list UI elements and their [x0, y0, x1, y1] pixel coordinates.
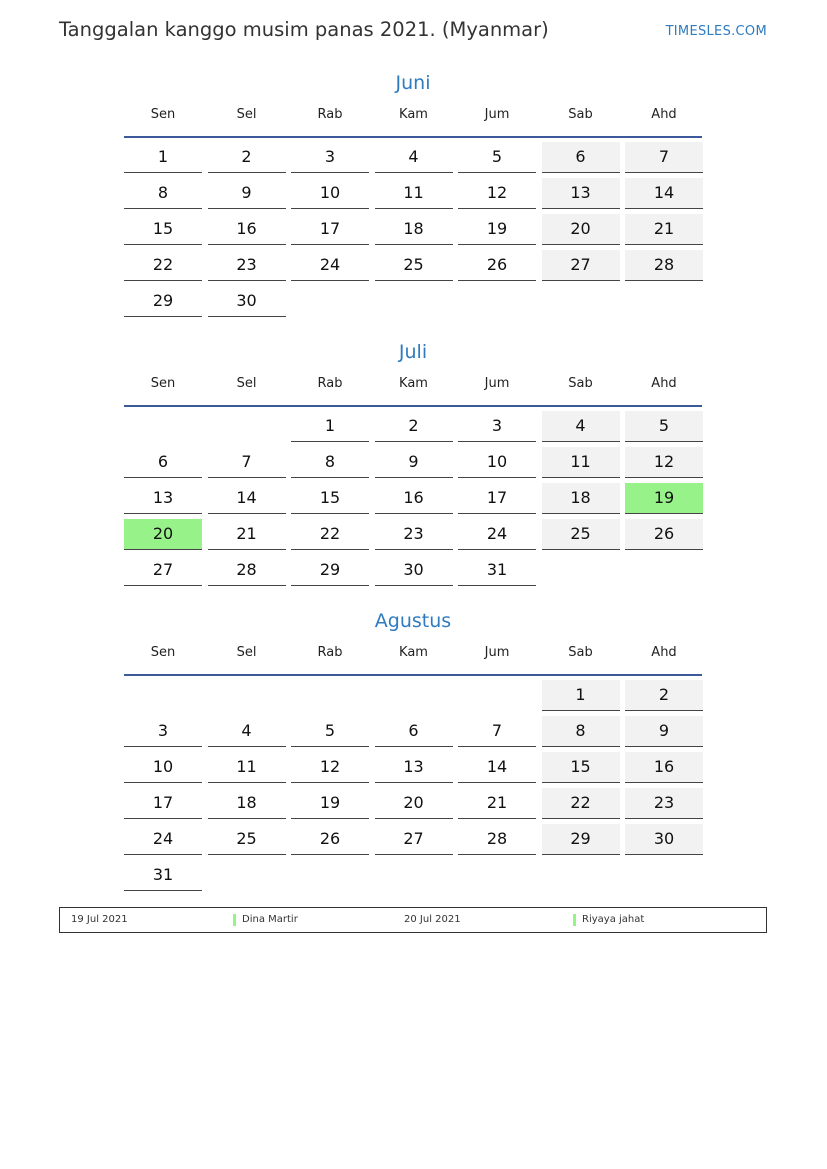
- day-cell[interactable]: 22: [291, 519, 369, 550]
- day-cell[interactable]: 5: [458, 142, 536, 173]
- day-cell[interactable]: 29: [291, 555, 369, 586]
- day-cell[interactable]: 7: [208, 447, 286, 478]
- day-cell[interactable]: 23: [375, 519, 453, 550]
- month-1: [124, 68, 702, 322]
- day-cell-holiday[interactable]: 20: [124, 519, 202, 550]
- day-cell[interactable]: 5: [291, 716, 369, 747]
- day-cell[interactable]: 29: [124, 286, 202, 317]
- day-cell[interactable]: 10: [124, 752, 202, 783]
- day-cell[interactable]: 24: [291, 250, 369, 281]
- day-grid: [124, 411, 702, 591]
- day-cell[interactable]: 13: [542, 178, 620, 209]
- day-cell[interactable]: 25: [375, 250, 453, 281]
- weekday-label: Jum: [484, 107, 510, 122]
- weekday-label: Sen: [150, 645, 176, 660]
- day-cell[interactable]: 28: [208, 555, 286, 586]
- day-cell[interactable]: 4: [375, 142, 453, 173]
- day-cell[interactable]: 21: [208, 519, 286, 550]
- day-cell[interactable]: 24: [458, 519, 536, 550]
- day-cell[interactable]: 29: [542, 824, 620, 855]
- weekday-label: Sel: [236, 645, 257, 660]
- weekday-label: Jum: [484, 376, 510, 391]
- legend-date: 20 Jul 2021: [404, 914, 461, 925]
- weekday-label: Sab: [568, 107, 593, 122]
- day-cell[interactable]: 15: [291, 483, 369, 514]
- weekday-label: Rab: [317, 107, 343, 122]
- day-cell[interactable]: 26: [291, 824, 369, 855]
- day-cell[interactable]: 25: [542, 519, 620, 550]
- day-cell[interactable]: 11: [375, 178, 453, 209]
- day-cell[interactable]: 6: [542, 142, 620, 173]
- day-cell[interactable]: 19: [291, 788, 369, 819]
- day-cell-holiday[interactable]: 19: [625, 483, 703, 514]
- day-cell[interactable]: 27: [124, 555, 202, 586]
- month-name: Agustus: [374, 610, 452, 632]
- day-cell[interactable]: 30: [375, 555, 453, 586]
- day-cell[interactable]: 14: [208, 483, 286, 514]
- day-cell[interactable]: 27: [375, 824, 453, 855]
- weekday-header: [124, 102, 702, 138]
- brand-logo-text[interactable]: TIMESLES.COM: [665, 24, 767, 39]
- day-cell[interactable]: 16: [375, 483, 453, 514]
- day-cell[interactable]: 20: [375, 788, 453, 819]
- day-grid: [124, 142, 702, 322]
- day-cell[interactable]: 16: [625, 752, 703, 783]
- day-cell[interactable]: 31: [458, 555, 536, 586]
- weekday-label: Rab: [317, 376, 343, 391]
- day-cell[interactable]: 25: [208, 824, 286, 855]
- day-cell[interactable]: 16: [208, 214, 286, 245]
- page-title: Tanggalan kanggo musim panas 2021. (Myanmar): [59, 18, 549, 41]
- day-cell[interactable]: 17: [291, 214, 369, 245]
- weekday-label: Jum: [484, 645, 510, 660]
- day-cell[interactable]: 23: [208, 250, 286, 281]
- day-cell[interactable]: 9: [375, 447, 453, 478]
- day-cell[interactable]: 6: [124, 447, 202, 478]
- weekday-label: Sen: [150, 376, 176, 391]
- day-cell[interactable]: 9: [208, 178, 286, 209]
- holiday-legend: [59, 907, 767, 933]
- weekday-label: Ahd: [651, 107, 677, 122]
- legend-holiday-name: Riyaya jahat: [573, 914, 644, 926]
- day-cell[interactable]: 1: [291, 411, 369, 442]
- day-cell[interactable]: 8: [124, 178, 202, 209]
- month-3: [124, 606, 702, 896]
- day-cell[interactable]: 5: [625, 411, 703, 442]
- day-cell[interactable]: 15: [124, 214, 202, 245]
- day-cell[interactable]: 10: [291, 178, 369, 209]
- weekday-label: Kam: [399, 376, 428, 391]
- day-cell[interactable]: 3: [458, 411, 536, 442]
- day-cell[interactable]: 17: [124, 788, 202, 819]
- day-cell[interactable]: 9: [625, 716, 703, 747]
- day-cell[interactable]: 10: [458, 447, 536, 478]
- day-grid: [124, 680, 702, 896]
- day-cell[interactable]: 31: [124, 860, 202, 891]
- day-cell[interactable]: 22: [124, 250, 202, 281]
- day-cell[interactable]: 23: [625, 788, 703, 819]
- day-cell[interactable]: 21: [625, 214, 703, 245]
- legend-date: 19 Jul 2021: [71, 914, 128, 925]
- weekday-label: Ahd: [651, 645, 677, 660]
- weekday-label: Kam: [399, 107, 428, 122]
- day-cell[interactable]: 6: [375, 716, 453, 747]
- day-cell[interactable]: 14: [458, 752, 536, 783]
- day-cell[interactable]: 11: [208, 752, 286, 783]
- day-cell[interactable]: 7: [625, 142, 703, 173]
- day-cell[interactable]: 12: [458, 178, 536, 209]
- day-cell[interactable]: 2: [375, 411, 453, 442]
- day-cell[interactable]: 3: [291, 142, 369, 173]
- day-cell[interactable]: 8: [291, 447, 369, 478]
- weekday-label: Sab: [568, 376, 593, 391]
- day-cell[interactable]: 30: [625, 824, 703, 855]
- day-cell[interactable]: 12: [625, 447, 703, 478]
- month-2: [124, 337, 702, 591]
- day-cell[interactable]: 11: [542, 447, 620, 478]
- day-cell[interactable]: 1: [542, 680, 620, 711]
- month-name: Juli: [398, 341, 428, 363]
- day-cell[interactable]: 19: [458, 214, 536, 245]
- day-cell[interactable]: 3: [124, 716, 202, 747]
- day-cell[interactable]: 12: [291, 752, 369, 783]
- day-cell[interactable]: 28: [625, 250, 703, 281]
- day-cell[interactable]: 4: [208, 716, 286, 747]
- day-cell[interactable]: 14: [625, 178, 703, 209]
- day-cell[interactable]: 4: [542, 411, 620, 442]
- day-cell[interactable]: 20: [542, 214, 620, 245]
- weekday-label: Sel: [236, 376, 257, 391]
- day-cell[interactable]: 15: [542, 752, 620, 783]
- day-cell[interactable]: 2: [625, 680, 703, 711]
- weekday-label: Sab: [568, 645, 593, 660]
- weekday-label: Ahd: [651, 376, 677, 391]
- day-cell[interactable]: 2: [208, 142, 286, 173]
- weekday-label: Sen: [150, 107, 176, 122]
- day-cell[interactable]: 17: [458, 483, 536, 514]
- weekday-label: Kam: [399, 645, 428, 660]
- day-cell[interactable]: 22: [542, 788, 620, 819]
- day-cell[interactable]: 26: [458, 250, 536, 281]
- day-cell[interactable]: 1: [124, 142, 202, 173]
- day-cell[interactable]: 18: [208, 788, 286, 819]
- day-cell[interactable]: 7: [458, 716, 536, 747]
- day-cell[interactable]: 28: [458, 824, 536, 855]
- day-cell[interactable]: 30: [208, 286, 286, 317]
- day-cell[interactable]: 8: [542, 716, 620, 747]
- legend-holiday-name: Dina Martir: [233, 914, 298, 926]
- month-name: Juni: [395, 72, 431, 94]
- weekday-header: [124, 371, 702, 407]
- day-cell[interactable]: 13: [124, 483, 202, 514]
- day-cell[interactable]: 13: [375, 752, 453, 783]
- weekday-label: Rab: [317, 645, 343, 660]
- day-cell[interactable]: 26: [625, 519, 703, 550]
- day-cell[interactable]: 18: [375, 214, 453, 245]
- day-cell[interactable]: 18: [542, 483, 620, 514]
- day-cell[interactable]: 27: [542, 250, 620, 281]
- day-cell[interactable]: 21: [458, 788, 536, 819]
- weekday-label: Sel: [236, 107, 257, 122]
- weekday-header: [124, 640, 702, 676]
- day-cell[interactable]: 24: [124, 824, 202, 855]
